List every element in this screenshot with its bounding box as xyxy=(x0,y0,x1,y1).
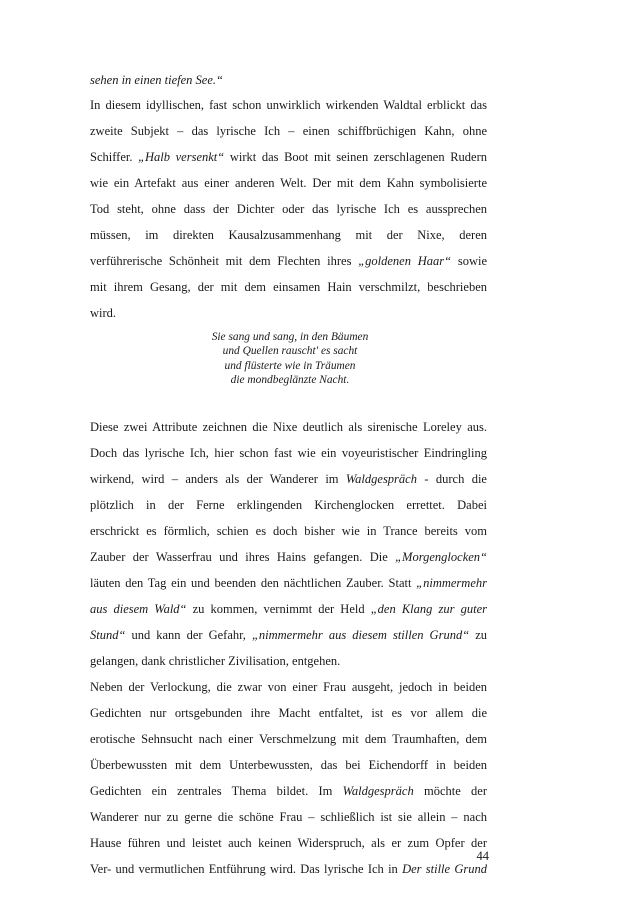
text-span: Ver- und vermutlichen Entführung wird. Das lyrische Ich in xyxy=(90,862,403,876)
text-span: läuten den Tag ein und beenden den nächtlichen Zauber. Statt xyxy=(90,576,417,590)
text-line xyxy=(90,202,487,217)
italic-span: sehen in einen tiefen See.“ xyxy=(90,73,223,87)
text-line xyxy=(90,654,487,669)
text-span: Zauber der Wasserfrau und ihres Hains gefangen. Die xyxy=(90,550,396,564)
text-line xyxy=(90,472,487,487)
page-number: 44 xyxy=(476,849,489,863)
text-span: Diese zwei Attribute zeichnen die Nixe deutlich als sirenische Loreley aus. xyxy=(90,420,487,434)
text-span: Gedichten ein zentrales Thema bildet. Im xyxy=(90,784,343,798)
text-span: - durch die xyxy=(416,472,487,486)
italic-span: „den Klang zur guter xyxy=(370,602,487,616)
italic-span: aus diesem Wald“ xyxy=(90,602,187,616)
italic-span: Waldgespräch xyxy=(345,472,417,486)
text-span: verführerische Schönheit mit dem Flechten ihres xyxy=(90,254,359,268)
text-span: Neben der Verlockung, die zwar von einer Frau ausgeht, jedoch in beiden xyxy=(90,680,487,694)
italic-span: „nimmermehr xyxy=(416,576,487,590)
text-line xyxy=(90,176,487,191)
text-span: möchte der xyxy=(413,784,487,798)
text-line xyxy=(90,602,487,617)
text-line xyxy=(90,73,487,88)
text-line xyxy=(90,706,487,721)
text-line xyxy=(90,576,487,591)
poem-line: Sie sang und sang, in den Bäumen xyxy=(211,331,369,343)
poem-line: und flüsterte wie in Träumen xyxy=(224,359,356,372)
text-line xyxy=(90,124,487,139)
text-span: Überbewussten mit dem Unterbewussten, das bei Eichendorff in beiden xyxy=(90,758,487,772)
poem-line: die mondbeglänzte Nacht. xyxy=(230,373,350,386)
italic-span: „Morgenglocken“ xyxy=(395,550,487,564)
poem-line: und Quellen rauscht' es sacht xyxy=(222,345,358,358)
text-span: wie ein Artefakt aus einer anderen Welt. Der mit dem Kahn symbolisierte xyxy=(90,176,487,190)
text-line xyxy=(90,280,487,295)
text-line xyxy=(90,498,487,513)
text-span: wirkend, wird – anders als der Wanderer im xyxy=(90,472,346,486)
text-line xyxy=(90,680,487,695)
text-line xyxy=(90,550,487,565)
italic-span: Waldgespräch xyxy=(342,784,414,798)
text-span: mit ihrem Gesang, der mit dem einsamen Hain verschmilzt, beschrieben xyxy=(90,280,487,294)
italic-span: „Halb versenkt“ xyxy=(138,150,225,164)
text-span: plötzlich in der Ferne erklingenden Kirchenglocken errettet. Dabei xyxy=(90,498,487,512)
text-span: gelangen, dank christlicher Zivilisation, entgehen. xyxy=(90,654,341,668)
text-span: wirkt das Boot mit seinen zerschlagenen Rudern xyxy=(224,150,487,164)
text-line xyxy=(90,784,487,799)
text-line xyxy=(90,862,487,877)
text-span: Tod steht, ohne dass der Dichter oder das lyrische Ich es aussprechen xyxy=(90,202,487,216)
text-line xyxy=(90,732,487,747)
text-span: Schiffer. xyxy=(90,150,139,164)
italic-span: Der stille Grund xyxy=(402,862,487,876)
italic-span: „nimmermehr aus diesem stillen Grund“ xyxy=(251,628,470,642)
text-line xyxy=(90,446,487,461)
text-span: zweite Subjekt – das lyrische Ich – einen schiffbrüchigen Kahn, ohne xyxy=(90,124,487,138)
text-line xyxy=(90,524,487,539)
text-line xyxy=(90,306,487,321)
text-span: Hause führen und leistet auch keinen Widerspruch, als er zum Opfer der xyxy=(90,836,487,850)
poem-quote xyxy=(150,330,430,387)
text-span: zu xyxy=(469,628,487,642)
text-span: Doch das lyrische Ich, hier schon fast wie ein voyeuristischer Eindringling xyxy=(90,446,487,460)
text-line xyxy=(90,420,487,435)
text-line xyxy=(90,150,487,165)
text-span: und kann der Gefahr, xyxy=(125,628,252,642)
text-line xyxy=(90,810,487,825)
text-span: Wanderer nur zu gerne die schöne Frau – schließlich ist sie allein – nach xyxy=(90,810,487,824)
text-line xyxy=(90,628,487,643)
text-span: In diesem idyllischen, fast schon unwirklich wirkenden Waldtal erblickt das xyxy=(90,98,487,112)
italic-span: Stund“ xyxy=(90,628,126,642)
text-line xyxy=(90,758,487,773)
text-span: erschrickt es förmlich, schien es doch bisher wie in Trance bereits vom xyxy=(90,524,487,538)
text-line xyxy=(90,228,487,243)
text-line xyxy=(90,254,487,269)
text-span: zu kommen, vernimmt der Held xyxy=(186,602,371,616)
text-span: müssen, im direkten Kausalzusammenhang mit der Nixe, deren xyxy=(90,228,487,242)
text-line xyxy=(90,98,487,113)
text-span: wird. xyxy=(90,306,117,320)
text-span: erotische Sehnsucht nach einer Verschmelzung mit dem Traumhaften, dem xyxy=(90,732,487,746)
text-span: Gedichten nur ortsgebunden ihre Macht entfaltet, ist es vor allem die xyxy=(90,706,487,720)
text-line xyxy=(90,836,487,851)
italic-span: „goldenen Haar“ xyxy=(358,254,452,268)
text-span: sowie xyxy=(451,254,487,268)
